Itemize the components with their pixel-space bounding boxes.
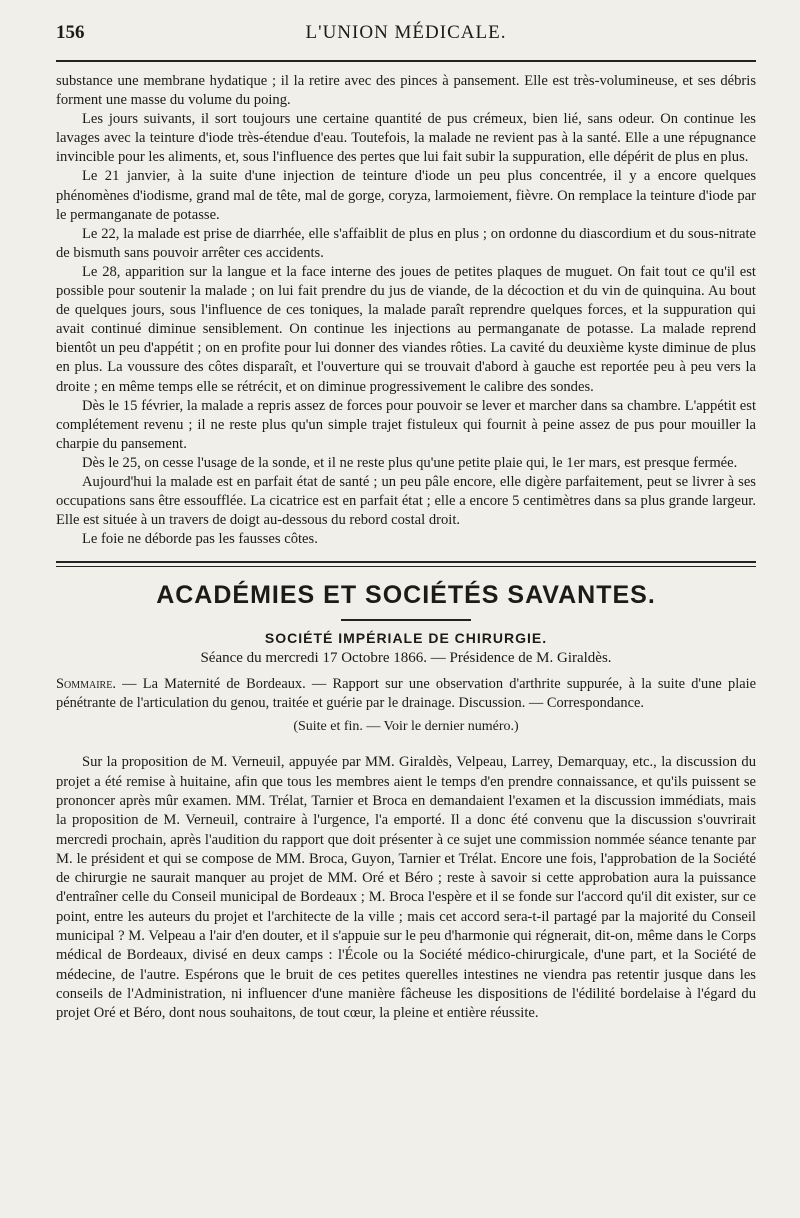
paragraph: Dès le 25, on cesse l'usage de la sonde, et il ne reste plus qu'une petite plaie qui, le 1er mars, est presque fermée.	[82, 454, 738, 471]
paragraph: substance une membrane hydatique ; il la retire avec des pinces à pansement. Elle est très-volumineuse, et ses débris forment une masse du volume du poing.	[56, 73, 756, 109]
page-number: 156	[56, 22, 85, 43]
case-report-text	[56, 72, 756, 549]
seance-line: Séance du mercredi 17 Octobre 1866. — Présidence de M. Giraldès.	[200, 650, 612, 667]
paragraph: Le foie ne déborde pas les fausses côtes.	[82, 531, 318, 548]
section-heading: ACADÉMIES ET SOCIÉTÉS SAVANTES.	[156, 581, 656, 610]
page	[56, 22, 756, 1024]
society-name: SOCIÉTÉ IMPÉRIALE DE CHIRURGIE.	[264, 630, 548, 647]
heading-rule	[341, 619, 471, 621]
sommaire	[56, 675, 756, 713]
society-report-text	[56, 753, 756, 1023]
paragraph: Les jours suivants, il sort toujours une certaine quantité de pus crémeux, bien lié, sans odeur. On continue les lavages avec la teinture d'iode très-étendue d'eau. Toutefois, la malade ne revient pas à la santé. Elle a une répugnance invincible pour les aliments, et, sous l'influence des pertes que lui fait subir la suppuration, elle dépérit de plus en plus.	[56, 111, 756, 166]
header-rule	[56, 60, 756, 62]
paragraph: Le 22, la malade est prise de diarrhée, elle s'affaiblit de plus en plus ; on ordonne du diascordium et du sous-nitrate de bismuth sans pouvoir arrêter ces accidents.	[56, 225, 756, 261]
page-header	[56, 22, 756, 48]
sommaire-text: — La Maternité de Bordeaux. — Rapport sur une observation d'arthrite suppurée, à la suite d'une plaie pénétrante de l'articulation du genou, traitée et guérie par le drainage. Discussion. — Correspondance.	[56, 676, 756, 712]
continuation-note: (Suite et fin. — Voir le dernier numéro.)	[293, 719, 519, 735]
section-divider	[56, 561, 756, 567]
paragraph: Le 28, apparition sur la langue et la face interne des joues de petites plaques de muguet. On fait tout ce qu'il est possible pour soutenir la malade ; on lui fait prendre du jus de viande, de la décoction et du vin de quinquina. Au bout de quelques jours, sous l'influence de ces toniques, la malade paraît reprendre quelques forces, et la suppuration qui avait continué diminue sensiblement. On continue les injections au permanganate de potasse. La malade reprend bientôt un peu d'appétit ; on en profite pour lui donner des viandes rôties. La cavité du deuxième kyste diminue de plus en plus. La voussure des côtes disparaît, et l'ouverture qui se trouvait d'abord à gauche est reportée peu à peu vers la droite ; en même temps elle se rétrécit, et on diminue progressivement le calibre des sondes.	[56, 263, 756, 395]
paragraph: Sur la proposition de M. Verneuil, appuyée par MM. Giraldès, Velpeau, Larrey, Demarquay, etc., la discussion du projet a été remise à huitaine, afin que tous les membres aient le temps d'en prendre connaissance, et qu'ils puissent se prononcer après mûr examen. MM. Trélat, Tarnier et Broca en demandaient l'examen et la discussion immédiats, mais la proposition de M. Verneuil, contraire à l'urgence, l'a emporté. Il a donc été convenu que la discussion s'ouvrirait mercredi prochain, après l'audition du rapport que doit présenter à ce sujet une commission nommée séance tenante par M. le président et qui se compose de MM. Broca, Guyon, Tarnier et Trélat. Encore une fois, l'approbation de la Société de chirurgie ne saurait manquer au projet de MM. Oré et Béro ; reste à savoir si cette approbation aura la puissance d'entraîner celle du Conseil municipal de Bordeaux ; M. Broca l'espère et il se fonde sur l'accord qu'il dit exister, sur ce point, entre les auteurs du projet et l'architecte de la ville ; mais cet accord sera-t-il partagé par la majorité du Conseil municipal ? M. Velpeau a l'air d'en douter, et il s'appuie sur le peu d'harmonie qui régnerait, dit-on, même dans le Corps médical de Bordeaux, divisé en deux camps : l'École ou la Société médico-chirurgicale, d'une part, et la Société de médecine, de l'autre. Espérons que le bruit de ces petites querelles intestines ne viendra pas retentir jusque dans les conseils de l'Administration, ni influencer d'une manière fâcheuse les dispositions de l'édilité bordelaise à l'égard du projet Oré et Béro, dont nous souhaitons, de tout cœur, la pleine et entière réussite.	[56, 754, 756, 1022]
journal-title: L'UNION MÉDICALE.	[305, 22, 507, 43]
paragraph: Le 21 janvier, à la suite d'une injection de teinture d'iode un peu plus concentrée, il y a encore quelques phénomènes d'iodisme, grand mal de tête, mal de gorge, coryza, larmoiement, fièvre. On remplace la teinture d'iode par le permanganate de potasse.	[56, 168, 756, 223]
paragraph: Dès le 15 février, la malade a repris assez de forces pour pouvoir se lever et marcher dans sa chambre. L'appétit est complétement revenu ; il ne reste plus qu'un simple trajet fistuleux qui fournit à peine assez de pus pour mouiller la charpie du pansement.	[56, 397, 756, 452]
sommaire-label: Sommaire.	[56, 676, 116, 693]
paragraph: Aujourd'hui la malade est en parfait état de santé ; un peu pâle encore, elle digère parfaitement, peut se livrer à ses occupations sans être essoufflée. La cicatrice est en parfait état ; elle a encore 5 centimètres dans sa plus grande largeur. Elle est située à un travers de doigt au-dessous du rebord costal droit.	[56, 473, 756, 529]
